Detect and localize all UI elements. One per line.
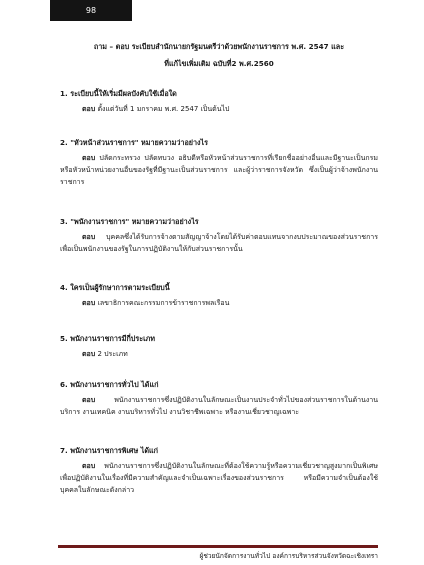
question-heading: 4. ใครเป็นผู้รักษาการตามระเบียบนี้ bbox=[60, 283, 170, 292]
qa-section-4 bbox=[60, 282, 378, 309]
answer-label: ตอบ bbox=[82, 462, 96, 470]
answer-text bbox=[60, 348, 378, 360]
question-heading: 6. พนักงานราชการทั่วไป ได้แก่ bbox=[60, 380, 159, 389]
answer-label: ตอบ bbox=[82, 396, 96, 404]
answer-label: ตอบ bbox=[82, 299, 96, 307]
question-heading: 5. พนักงานราชการมีกี่ประเภท bbox=[60, 334, 156, 343]
question-heading: 1. ระเบียบนี้ให้เริ่มมีผลบังคับใช้เมื่อใด bbox=[60, 89, 177, 98]
answer-content: 2 ประเภท bbox=[97, 350, 128, 358]
qa-section-6 bbox=[60, 379, 378, 418]
answer-label: ตอบ bbox=[82, 154, 96, 162]
question-heading: 7. พนักงานราชการพิเศษ ได้แก่ bbox=[60, 446, 158, 455]
document-title bbox=[60, 38, 378, 72]
title-line-2: ที่แก้ไขเพิ่มเติม ฉบับที่2 พ.ศ.2560 bbox=[164, 59, 274, 68]
question-heading: 3. "พนักงานราชการ" หมายความว่าอย่างไร bbox=[60, 217, 199, 226]
page-number: 98 bbox=[85, 6, 97, 15]
answer-label: ตอบ bbox=[82, 350, 96, 358]
answer-text bbox=[60, 394, 378, 418]
qa-section-3 bbox=[60, 216, 378, 255]
page-number-bar bbox=[50, 0, 132, 21]
answer-label: ตอบ bbox=[82, 105, 96, 113]
question-heading: 2. "หัวหน้าส่วนราชการ" หมายความว่าอย่างไร bbox=[60, 138, 209, 147]
qa-section-2 bbox=[60, 137, 378, 189]
answer-text bbox=[60, 297, 378, 309]
answer-text bbox=[60, 231, 378, 255]
qa-section-7 bbox=[60, 445, 378, 497]
answer-label: ตอบ bbox=[82, 233, 96, 241]
answer-text bbox=[60, 152, 378, 189]
answer-content: บุคคลซึ่งได้รับการจ้างตามสัญญาจ้างโดยได้รับค่าตอบแทนจากงบประมาณของส่วนราชการเพื่อเป็นพนักงานของรัฐในการปฏิบัติงานให้กับส่วนราชการนั้น bbox=[60, 233, 378, 254]
answer-content: ปลัดกระทรวง ปลัดทบวง อธิบดีหรือหัวหน้าส่วนราชการที่เรียกชื่ออย่างอื่นและมีฐานะเป็นกรม หรือหัวหน้าหน่วยงานอื่นของรัฐที่มีฐานะเป็นส่วนราชการ และผู้ว่าราชการจังหวัด ซึ่งเป็นผู้ว่าจ้างพนักงานราชการ bbox=[60, 154, 379, 187]
answer-text bbox=[60, 460, 378, 497]
answer-content: ตั้งแต่วันที่ 1 มกราคม พ.ศ. 2547 เป็นต้นไป bbox=[97, 105, 230, 113]
footer-text: ผู้ช่วยนักจัดการงานทั่วไป องค์การบริหารส่วนจังหวัดฉะเชิงเทรา bbox=[199, 552, 378, 560]
footer-rule bbox=[58, 545, 378, 548]
qa-section-1 bbox=[60, 88, 378, 115]
answer-content: เลขาธิการคณะกรรมการข้าราชการพลเรือน bbox=[97, 299, 230, 307]
qa-section-5 bbox=[60, 333, 378, 360]
title-line-1: ถาม – ตอบ ระเบียบสำนักนายกรัฐมนตรีว่าด้วยพนักงานราชการ พ.ศ. 2547 และ bbox=[93, 42, 345, 51]
answer-text bbox=[60, 103, 378, 115]
answer-content: พนักงานราชการซึ่งปฏิบัติงานในลักษณะเป็นงานประจำทั่วไปของส่วนราชการในด้านงานบริการ งานเทคนิค งานบริหารทั่วไป งานวิชาชีพเฉพาะ หรืองานเชี่ยวชาญเฉพาะ bbox=[60, 396, 378, 417]
answer-content: พนักงานราชการซึ่งปฏิบัติงานในลักษณะที่ต้องใช้ความรู้หรือความเชี่ยวชาญสูงมากเป็นพิเศษเพื่อปฏิบัติงานในเรื่องที่มีความสำคัญและจำเป็นเฉพาะเรื่องของส่วนราชการ หรือมีความจำเป็นต้องใช้บุคคลในลักษณะดังกล่าว bbox=[60, 462, 378, 495]
